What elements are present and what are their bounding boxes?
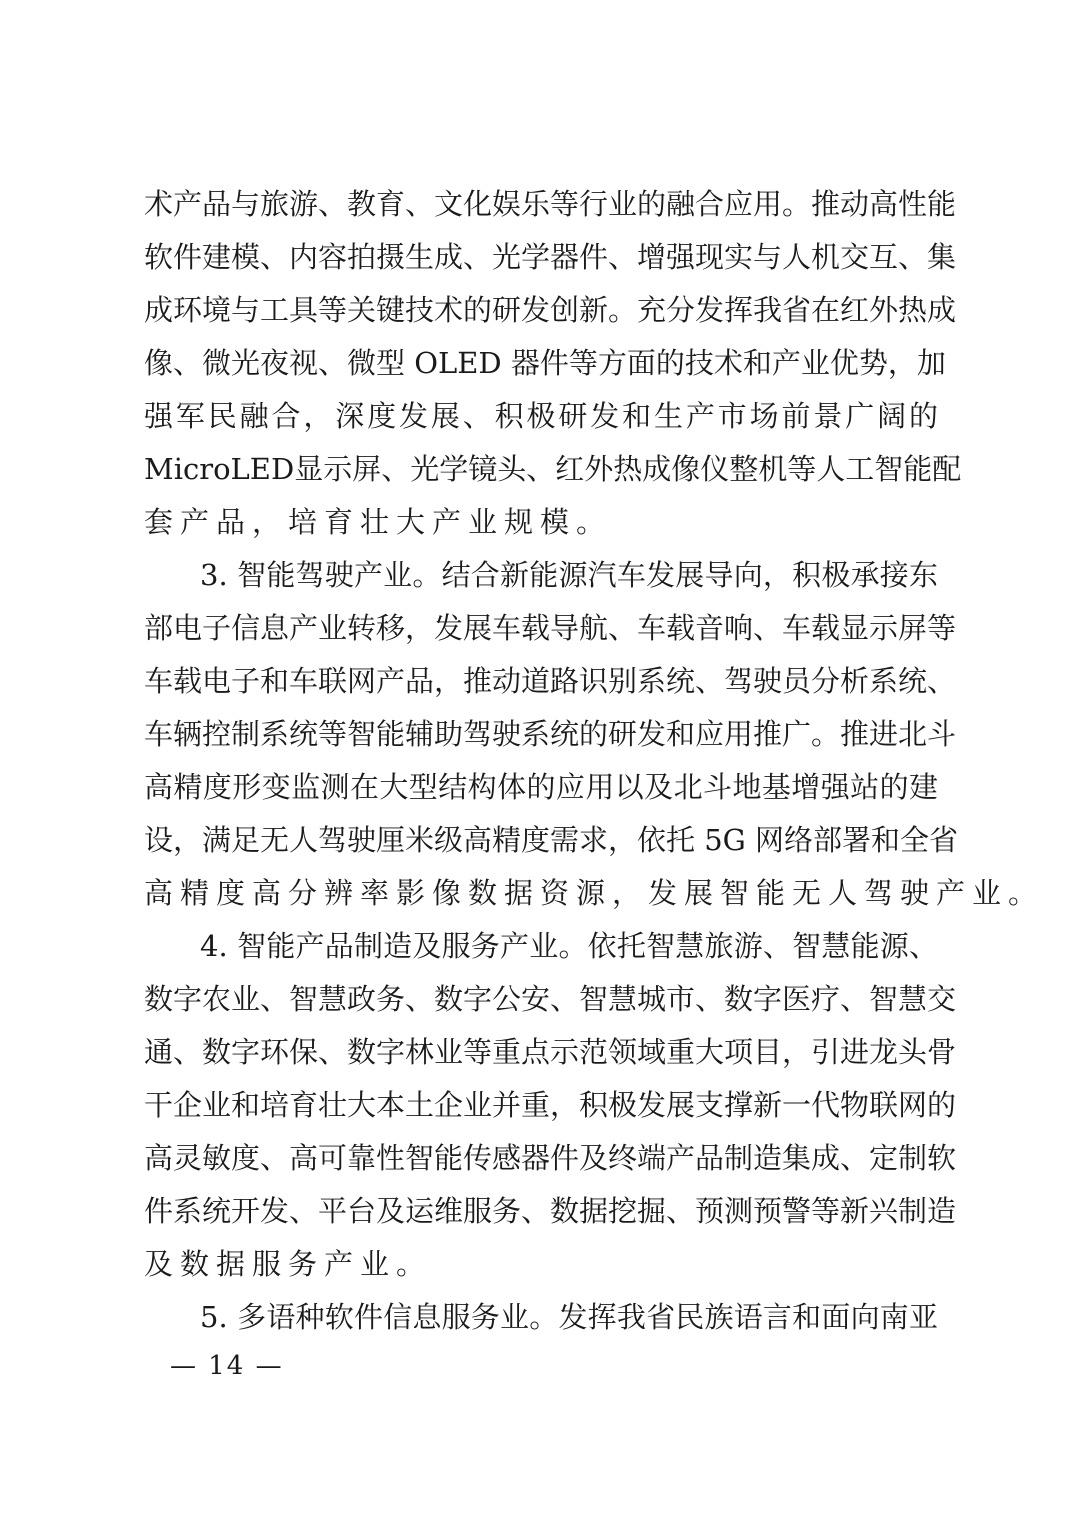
section-heading-line: 5. 多语种软件信息服务业。发挥我省民族语言和面向南亚	[200, 1300, 938, 1334]
body-text-line: 成环境与工具等关键技术的研发创新。充分发挥我省在红外热成	[144, 293, 957, 327]
body-text-line: 软件建模、内容拍摄生成、光学器件、增强现实与人机交互、集	[144, 240, 957, 274]
body-text-line: 件系统开发、平台及运维服务、数据挖掘、预测预警等新兴制造	[144, 1194, 957, 1228]
body-text-line: 及数据服务产业。	[144, 1247, 433, 1281]
body-text-line: 通、数字环保、数字林业等重点示范领域重大项目，引进龙头骨	[144, 1035, 957, 1069]
section-heading-line: 4. 智能产品制造及服务产业。依托智慧旅游、智慧能源、	[200, 929, 938, 963]
body-text-line: 术产品与旅游、教育、文化娱乐等行业的融合应用。推动高性能	[144, 187, 957, 221]
body-text-line: 部电子信息产业转移，发展车载导航、车载音响、车载显示屏等	[144, 611, 957, 645]
body-text-line: 干企业和培育壮大本土企业并重，积极发展支撑新一代物联网的	[144, 1088, 957, 1122]
body-text-line: 强军民融合，深度发展、积极研发和生产市场前景广阔的	[144, 399, 938, 433]
body-text-line: MicroLED显示屏、光学镜头、红外热成像仪整机等人工智能配	[144, 452, 962, 486]
page-number: — 14 —	[170, 1351, 284, 1381]
section-heading-line: 3. 智能驾驶产业。结合新能源汽车发展导向，积极承接东	[200, 558, 938, 592]
body-text-line: 数字农业、智慧政务、数字公安、智慧城市、数字医疗、智慧交	[144, 982, 957, 1016]
body-text-line: 高灵敏度、高可靠性智能传感器件及终端产品制造集成、定制软	[144, 1141, 957, 1175]
body-text-line: 高精度高分辨率影像数据资源，发展智能无人驾驶产业。	[144, 876, 1045, 910]
body-text-line: 设，满足无人驾驶厘米级高精度需求，依托 5G 网络部署和全省	[144, 823, 959, 857]
body-text-line: 高精度形变监测在大型结构体的应用以及北斗地基增强站的建	[144, 770, 938, 804]
body-text-line: 套产品，培育壮大产业规模。	[144, 505, 613, 539]
body-text-line: 像、微光夜视、微型 OLED 器件等方面的技术和产业优势，加	[144, 346, 946, 380]
body-text-line: 车载电子和车联网产品，推动道路识别系统、驾驶员分析系统、	[144, 664, 957, 698]
body-text-line: 车辆控制系统等智能辅助驾驶系统的研发和应用推广。推进北斗	[144, 717, 957, 751]
